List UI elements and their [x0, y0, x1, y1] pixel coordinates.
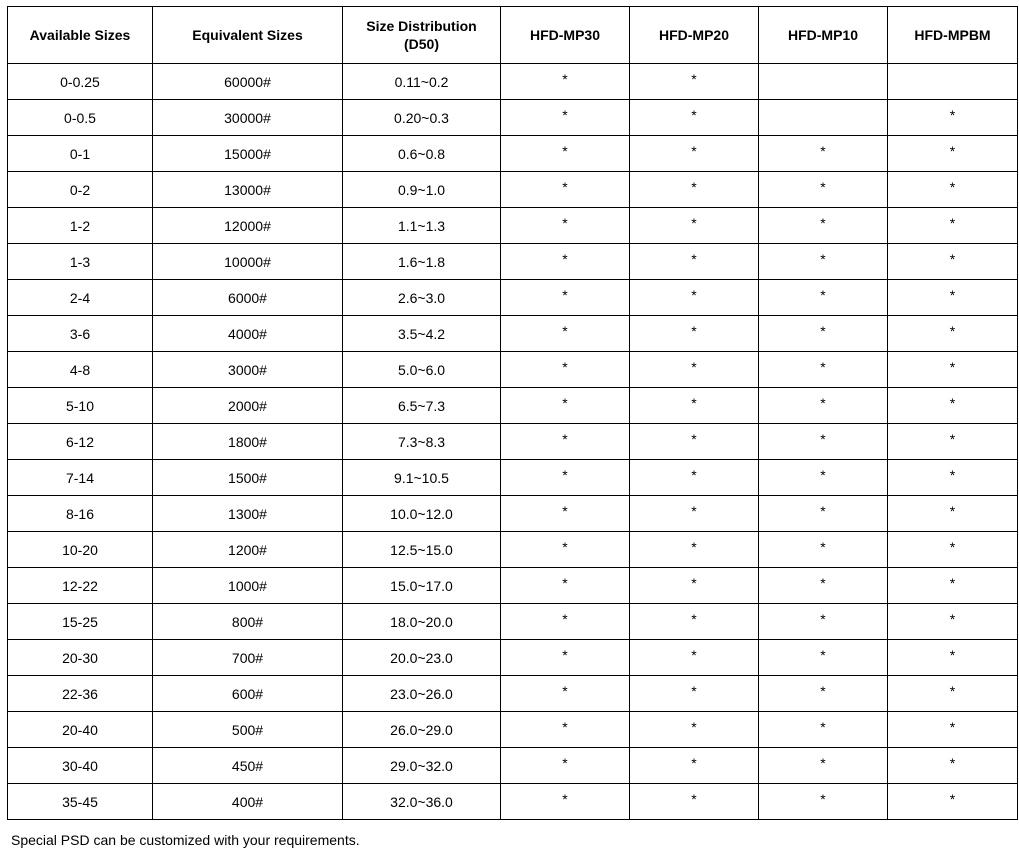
cell-hfd-mpbm	[888, 532, 1018, 568]
cell-hfd-mp10	[759, 496, 888, 532]
cell-equivalent-size: 1800#	[153, 424, 343, 460]
cell-hfd-mp10	[759, 676, 888, 712]
availability-mark: *	[562, 502, 568, 519]
cell-hfd-mp30	[501, 64, 630, 100]
cell-hfd-mp20	[630, 280, 759, 316]
availability-mark: *	[691, 610, 697, 627]
availability-mark: *	[691, 574, 697, 591]
cell-equivalent-size: 1200#	[153, 532, 343, 568]
availability-mark: *	[691, 214, 697, 231]
cell-equivalent-size: 1500#	[153, 460, 343, 496]
cell-hfd-mp30	[501, 748, 630, 784]
cell-hfd-mp10	[759, 280, 888, 316]
cell-equivalent-size: 400#	[153, 784, 343, 820]
cell-equivalent-size: 13000#	[153, 172, 343, 208]
cell-hfd-mp20	[630, 136, 759, 172]
cell-hfd-mp10	[759, 208, 888, 244]
availability-mark: *	[562, 646, 568, 663]
cell-hfd-mpbm	[888, 280, 1018, 316]
cell-size-distribution: 9.1~10.5	[343, 460, 501, 496]
table-row	[8, 208, 1018, 244]
cell-available-size: 6-12	[8, 424, 153, 460]
cell-hfd-mpbm	[888, 316, 1018, 352]
cell-size-distribution: 26.0~29.0	[343, 712, 501, 748]
availability-mark: *	[562, 394, 568, 411]
cell-hfd-mp30	[501, 424, 630, 460]
cell-hfd-mp10	[759, 424, 888, 460]
availability-mark: *	[562, 358, 568, 375]
availability-mark: *	[949, 718, 956, 735]
cell-hfd-mpbm	[888, 748, 1018, 784]
cell-available-size: 0-1	[8, 136, 153, 172]
cell-hfd-mpbm	[888, 208, 1018, 244]
cell-equivalent-size: 6000#	[153, 280, 343, 316]
cell-hfd-mp30	[501, 172, 630, 208]
availability-mark: *	[691, 142, 697, 159]
cell-hfd-mpbm	[888, 676, 1018, 712]
availability-mark: *	[691, 790, 697, 807]
cell-hfd-mp20	[630, 172, 759, 208]
cell-hfd-mp20	[630, 388, 759, 424]
cell-size-distribution: 3.5~4.2	[343, 316, 501, 352]
cell-size-distribution: 0.11~0.2	[343, 64, 501, 100]
cell-size-distribution: 1.1~1.3	[343, 208, 501, 244]
availability-mark: *	[949, 142, 956, 159]
cell-hfd-mp30	[501, 244, 630, 280]
table-body	[8, 64, 1018, 820]
cell-hfd-mp10	[759, 640, 888, 676]
cell-hfd-mp10	[759, 172, 888, 208]
cell-available-size: 1-3	[8, 244, 153, 280]
availability-mark: *	[820, 394, 826, 411]
cell-size-distribution: 23.0~26.0	[343, 676, 501, 712]
cell-available-size: 2-4	[8, 280, 153, 316]
cell-hfd-mpbm	[888, 136, 1018, 172]
cell-available-size: 35-45	[8, 784, 153, 820]
cell-size-distribution: 7.3~8.3	[343, 424, 501, 460]
cell-hfd-mpbm	[888, 424, 1018, 460]
table-row	[8, 640, 1018, 676]
availability-mark: *	[820, 214, 826, 231]
availability-mark: *	[691, 286, 697, 303]
table-row	[8, 496, 1018, 532]
table-row	[8, 64, 1018, 100]
table-row	[8, 784, 1018, 820]
availability-mark: *	[820, 682, 826, 699]
cell-hfd-mpbm	[888, 172, 1018, 208]
availability-mark: *	[949, 358, 956, 375]
availability-mark: *	[949, 538, 956, 555]
availability-mark: *	[949, 790, 956, 807]
cell-hfd-mpbm	[888, 640, 1018, 676]
cell-hfd-mp20	[630, 64, 759, 100]
availability-mark: *	[562, 682, 568, 699]
cell-available-size: 5-10	[8, 388, 153, 424]
availability-mark: *	[820, 322, 826, 339]
cell-available-size: 0-0.25	[8, 64, 153, 100]
cell-hfd-mp20	[630, 352, 759, 388]
cell-size-distribution: 5.0~6.0	[343, 352, 501, 388]
cell-available-size: 30-40	[8, 748, 153, 784]
availability-mark: *	[820, 250, 826, 267]
cell-hfd-mp10	[759, 604, 888, 640]
cell-hfd-mp10	[759, 532, 888, 568]
availability-mark: *	[691, 682, 697, 699]
availability-mark: *	[562, 178, 568, 195]
availability-mark: *	[562, 250, 568, 267]
size-table	[7, 6, 1018, 820]
cell-size-distribution: 12.5~15.0	[343, 532, 501, 568]
cell-equivalent-size: 60000#	[153, 64, 343, 100]
cell-hfd-mp30	[501, 136, 630, 172]
cell-hfd-mp20	[630, 604, 759, 640]
cell-available-size: 20-40	[8, 712, 153, 748]
cell-hfd-mp30	[501, 316, 630, 352]
cell-size-distribution: 20.0~23.0	[343, 640, 501, 676]
cell-hfd-mp30	[501, 280, 630, 316]
availability-mark: *	[562, 754, 568, 771]
cell-hfd-mp20	[630, 424, 759, 460]
cell-hfd-mp20	[630, 532, 759, 568]
cell-hfd-mp30	[501, 352, 630, 388]
availability-mark: *	[820, 142, 826, 159]
availability-mark: *	[691, 718, 697, 735]
availability-mark: *	[691, 322, 697, 339]
cell-hfd-mp20	[630, 712, 759, 748]
cell-available-size: 1-2	[8, 208, 153, 244]
header-hfd-mp20: HFD-MP20	[630, 7, 759, 64]
table-row	[8, 280, 1018, 316]
header-equivalent-sizes: Equivalent Sizes	[153, 7, 343, 64]
cell-hfd-mp10	[759, 64, 888, 100]
cell-hfd-mp20	[630, 784, 759, 820]
availability-mark: *	[562, 466, 568, 483]
availability-mark: *	[691, 502, 697, 519]
availability-mark: *	[691, 646, 697, 663]
cell-size-distribution: 0.9~1.0	[343, 172, 501, 208]
header-available-sizes: Available Sizes	[8, 7, 153, 64]
cell-hfd-mpbm	[888, 388, 1018, 424]
availability-mark: *	[949, 502, 956, 519]
cell-size-distribution: 2.6~3.0	[343, 280, 501, 316]
cell-hfd-mpbm	[888, 64, 1018, 100]
table-row	[8, 100, 1018, 136]
cell-hfd-mp10	[759, 100, 888, 136]
availability-mark: *	[820, 574, 826, 591]
availability-mark: *	[691, 394, 697, 411]
cell-size-distribution: 32.0~36.0	[343, 784, 501, 820]
cell-hfd-mp30	[501, 568, 630, 604]
cell-available-size: 10-20	[8, 532, 153, 568]
availability-mark: *	[949, 214, 956, 231]
availability-mark: *	[820, 502, 826, 519]
table-row	[8, 316, 1018, 352]
availability-mark: *	[949, 106, 956, 123]
cell-equivalent-size: 3000#	[153, 352, 343, 388]
cell-hfd-mp10	[759, 568, 888, 604]
cell-hfd-mpbm	[888, 100, 1018, 136]
table-row	[8, 388, 1018, 424]
cell-hfd-mp30	[501, 208, 630, 244]
availability-mark: *	[820, 466, 826, 483]
availability-mark: *	[691, 358, 697, 375]
cell-hfd-mpbm	[888, 352, 1018, 388]
availability-mark: *	[820, 646, 826, 663]
cell-hfd-mp10	[759, 460, 888, 496]
header-size-distribution	[343, 7, 501, 64]
availability-mark: *	[820, 718, 826, 735]
cell-available-size: 22-36	[8, 676, 153, 712]
availability-mark: *	[691, 466, 697, 483]
cell-hfd-mp20	[630, 748, 759, 784]
table-row	[8, 568, 1018, 604]
cell-available-size: 7-14	[8, 460, 153, 496]
availability-mark: *	[820, 358, 826, 375]
cell-hfd-mpbm	[888, 784, 1018, 820]
cell-hfd-mp30	[501, 712, 630, 748]
footnote: Special PSD can be customized with your requirements.	[11, 832, 360, 848]
cell-equivalent-size: 10000#	[153, 244, 343, 280]
cell-hfd-mp30	[501, 388, 630, 424]
cell-hfd-mp10	[759, 136, 888, 172]
table-row	[8, 136, 1018, 172]
cell-available-size: 12-22	[8, 568, 153, 604]
availability-mark: *	[949, 682, 956, 699]
table-row	[8, 604, 1018, 640]
cell-hfd-mp30	[501, 640, 630, 676]
availability-mark: *	[949, 394, 956, 411]
cell-equivalent-size: 4000#	[153, 316, 343, 352]
availability-mark: *	[949, 574, 956, 591]
cell-hfd-mp10	[759, 748, 888, 784]
availability-mark: *	[949, 610, 956, 627]
cell-hfd-mp20	[630, 208, 759, 244]
availability-mark: *	[691, 178, 697, 195]
availability-mark: *	[691, 106, 697, 123]
cell-hfd-mp20	[630, 100, 759, 136]
availability-mark: *	[562, 718, 568, 735]
cell-hfd-mp30	[501, 460, 630, 496]
availability-mark: *	[562, 106, 568, 123]
cell-available-size: 4-8	[8, 352, 153, 388]
availability-mark: *	[691, 430, 697, 447]
availability-mark: *	[562, 574, 568, 591]
availability-mark: *	[949, 466, 956, 483]
cell-hfd-mpbm	[888, 460, 1018, 496]
header-size-distribution-line1: Size Distribution	[366, 18, 477, 34]
cell-size-distribution: 18.0~20.0	[343, 604, 501, 640]
availability-mark: *	[949, 322, 956, 339]
availability-mark: *	[949, 754, 956, 771]
availability-mark: *	[820, 790, 826, 807]
cell-available-size: 15-25	[8, 604, 153, 640]
cell-size-distribution: 15.0~17.0	[343, 568, 501, 604]
cell-equivalent-size: 600#	[153, 676, 343, 712]
availability-mark: *	[562, 286, 568, 303]
availability-mark: *	[820, 178, 826, 195]
table-row	[8, 532, 1018, 568]
availability-mark: *	[949, 430, 956, 447]
cell-available-size: 3-6	[8, 316, 153, 352]
availability-mark: *	[562, 70, 568, 87]
availability-mark: *	[820, 538, 826, 555]
cell-equivalent-size: 2000#	[153, 388, 343, 424]
availability-mark: *	[691, 754, 697, 771]
cell-equivalent-size: 1000#	[153, 568, 343, 604]
availability-mark: *	[562, 790, 568, 807]
header-hfd-mpbm: HFD-MPBM	[888, 7, 1018, 64]
cell-size-distribution: 6.5~7.3	[343, 388, 501, 424]
cell-size-distribution: 0.20~0.3	[343, 100, 501, 136]
cell-hfd-mpbm	[888, 568, 1018, 604]
cell-equivalent-size: 1300#	[153, 496, 343, 532]
cell-hfd-mp10	[759, 784, 888, 820]
cell-equivalent-size: 12000#	[153, 208, 343, 244]
cell-hfd-mp20	[630, 244, 759, 280]
availability-mark: *	[949, 178, 956, 195]
table-row	[8, 352, 1018, 388]
cell-hfd-mp30	[501, 496, 630, 532]
header-hfd-mp30: HFD-MP30	[501, 7, 630, 64]
availability-mark: *	[820, 754, 826, 771]
cell-available-size: 20-30	[8, 640, 153, 676]
cell-hfd-mp20	[630, 568, 759, 604]
cell-equivalent-size: 800#	[153, 604, 343, 640]
table-row	[8, 424, 1018, 460]
availability-mark: *	[562, 322, 568, 339]
cell-hfd-mp30	[501, 532, 630, 568]
cell-hfd-mp20	[630, 640, 759, 676]
availability-mark: *	[949, 286, 956, 303]
cell-available-size: 8-16	[8, 496, 153, 532]
cell-hfd-mp10	[759, 712, 888, 748]
cell-hfd-mpbm	[888, 604, 1018, 640]
cell-hfd-mpbm	[888, 244, 1018, 280]
table-row	[8, 172, 1018, 208]
cell-hfd-mp20	[630, 496, 759, 532]
availability-mark: *	[562, 538, 568, 555]
availability-mark: *	[562, 214, 568, 231]
cell-available-size: 0-0.5	[8, 100, 153, 136]
cell-hfd-mp20	[630, 316, 759, 352]
table-row	[8, 460, 1018, 496]
availability-mark: *	[691, 538, 697, 555]
availability-mark: *	[562, 430, 568, 447]
header-size-distribution-line2: (D50)	[403, 36, 439, 52]
availability-mark: *	[691, 250, 697, 267]
availability-mark: *	[949, 646, 956, 663]
cell-equivalent-size: 15000#	[153, 136, 343, 172]
cell-size-distribution: 1.6~1.8	[343, 244, 501, 280]
header-hfd-mp10: HFD-MP10	[759, 7, 888, 64]
table-row	[8, 676, 1018, 712]
cell-hfd-mp10	[759, 388, 888, 424]
availability-mark: *	[691, 70, 697, 87]
availability-mark: *	[820, 286, 826, 303]
availability-mark: *	[820, 610, 826, 627]
cell-equivalent-size: 450#	[153, 748, 343, 784]
table-row	[8, 748, 1018, 784]
cell-hfd-mp30	[501, 676, 630, 712]
cell-hfd-mp10	[759, 244, 888, 280]
availability-mark: *	[949, 250, 956, 267]
table-row	[8, 244, 1018, 280]
cell-size-distribution: 29.0~32.0	[343, 748, 501, 784]
cell-hfd-mpbm	[888, 496, 1018, 532]
table-row	[8, 712, 1018, 748]
cell-hfd-mpbm	[888, 712, 1018, 748]
cell-hfd-mp10	[759, 316, 888, 352]
availability-mark: *	[562, 142, 568, 159]
availability-mark: *	[562, 610, 568, 627]
cell-hfd-mp30	[501, 604, 630, 640]
table-header-row	[8, 7, 1018, 64]
cell-hfd-mp30	[501, 100, 630, 136]
cell-hfd-mp20	[630, 460, 759, 496]
availability-mark: *	[820, 430, 826, 447]
cell-hfd-mp30	[501, 784, 630, 820]
cell-equivalent-size: 500#	[153, 712, 343, 748]
cell-size-distribution: 10.0~12.0	[343, 496, 501, 532]
cell-hfd-mp10	[759, 352, 888, 388]
cell-equivalent-size: 30000#	[153, 100, 343, 136]
cell-equivalent-size: 700#	[153, 640, 343, 676]
cell-hfd-mp20	[630, 676, 759, 712]
cell-available-size: 0-2	[8, 172, 153, 208]
cell-size-distribution: 0.6~0.8	[343, 136, 501, 172]
